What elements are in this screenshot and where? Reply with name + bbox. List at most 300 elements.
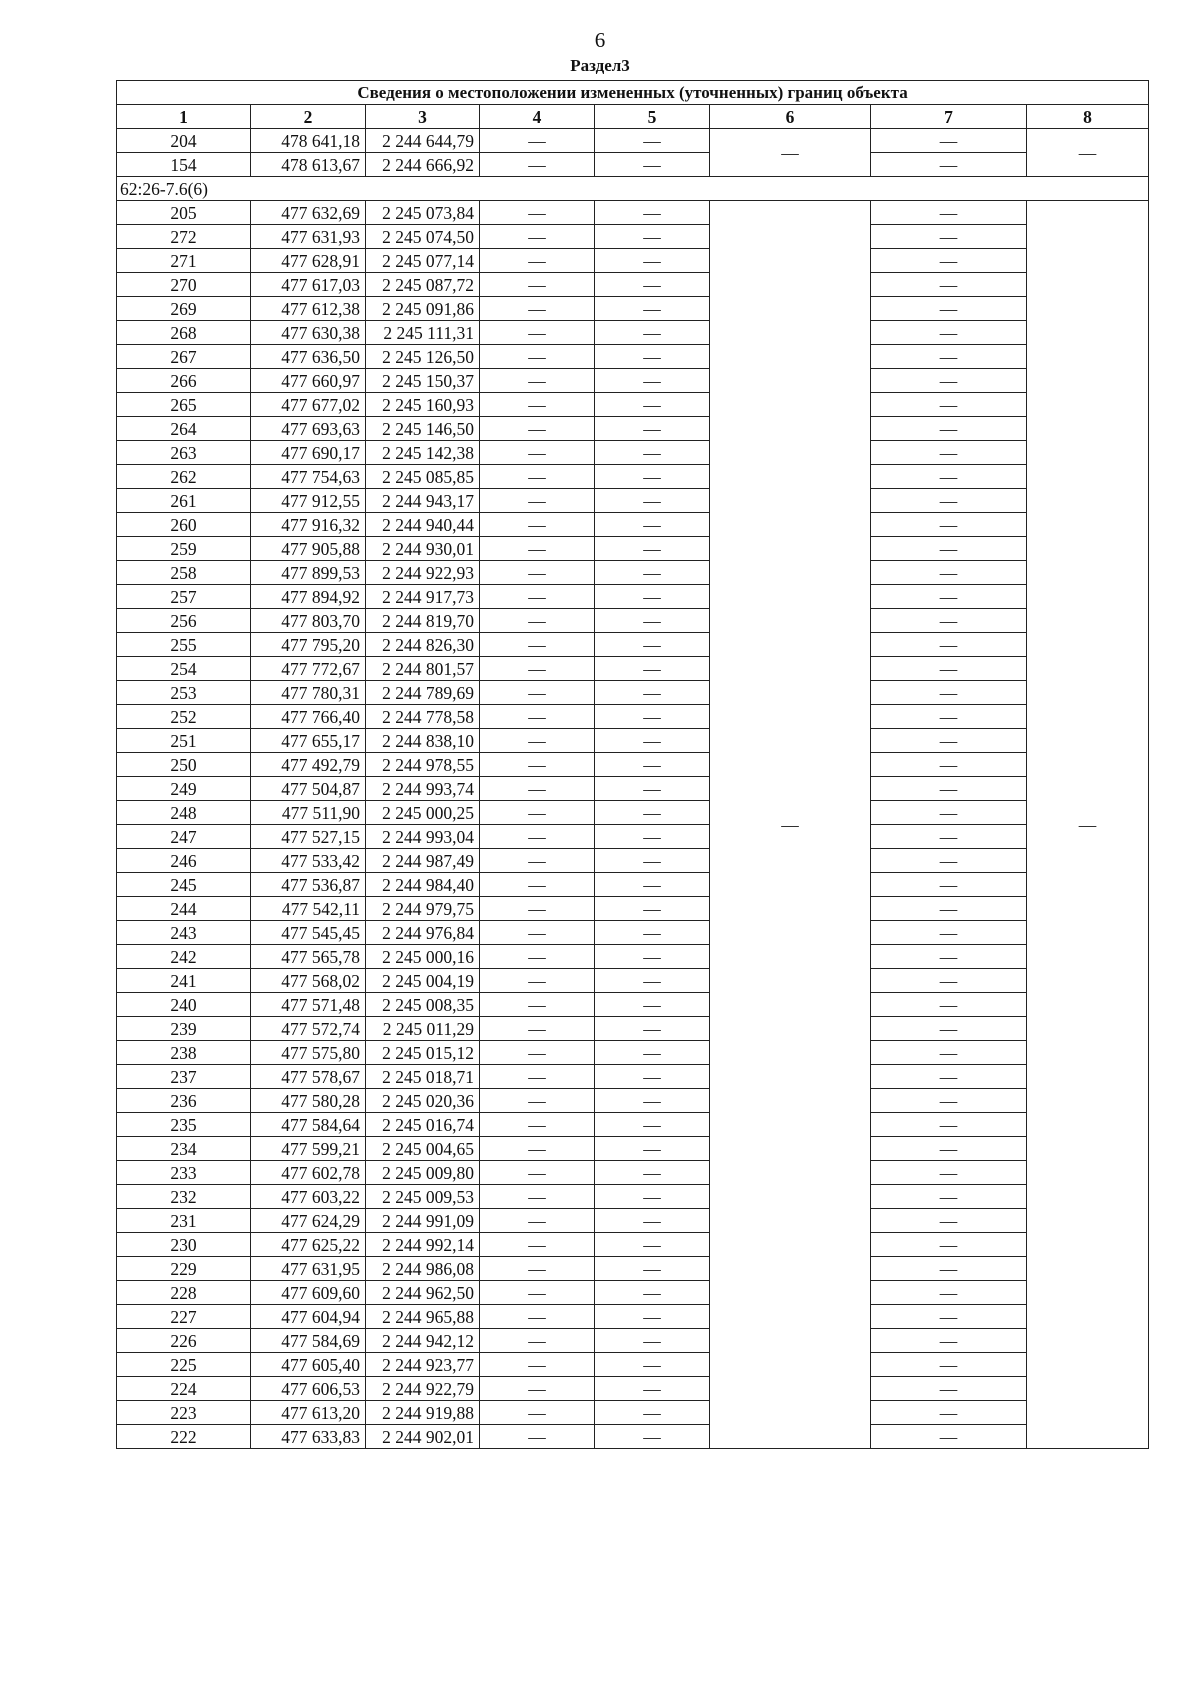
y-coordinate-cell: 2 245 000,16 xyxy=(366,945,480,969)
empty-value-dash: — xyxy=(480,201,595,225)
column-header: 4 xyxy=(480,105,595,129)
y-coordinate-cell: 2 244 940,44 xyxy=(366,513,480,537)
empty-value-dash: — xyxy=(480,897,595,921)
x-coordinate-cell: 477 628,91 xyxy=(251,249,366,273)
empty-value-dash: — xyxy=(595,1305,710,1329)
point-number-cell: 269 xyxy=(117,297,251,321)
y-coordinate-cell: 2 245 000,25 xyxy=(366,801,480,825)
empty-value-dash: — xyxy=(595,969,710,993)
point-number-cell: 244 xyxy=(117,897,251,921)
x-coordinate-cell: 477 565,78 xyxy=(251,945,366,969)
table-row xyxy=(117,1113,1149,1137)
empty-value-dash: — xyxy=(480,969,595,993)
empty-value-dash: — xyxy=(480,609,595,633)
column-header: 6 xyxy=(710,105,871,129)
point-number-cell: 268 xyxy=(117,321,251,345)
table-title-row xyxy=(117,81,1149,105)
column-header: 1 xyxy=(117,105,251,129)
empty-value-dash: — xyxy=(871,489,1027,513)
x-coordinate-cell: 477 612,38 xyxy=(251,297,366,321)
y-coordinate-cell: 2 245 008,35 xyxy=(366,993,480,1017)
x-coordinate-cell: 477 584,64 xyxy=(251,1113,366,1137)
empty-value-dash: — xyxy=(871,1161,1027,1185)
empty-value-dash: — xyxy=(480,1305,595,1329)
y-coordinate-cell: 2 245 009,53 xyxy=(366,1185,480,1209)
y-coordinate-cell: 2 245 111,31 xyxy=(366,321,480,345)
x-coordinate-cell: 477 602,78 xyxy=(251,1161,366,1185)
empty-value-dash: — xyxy=(871,1329,1027,1353)
point-number-cell: 254 xyxy=(117,657,251,681)
y-coordinate-cell: 2 245 150,37 xyxy=(366,369,480,393)
table-row xyxy=(117,681,1149,705)
empty-value-dash: — xyxy=(480,297,595,321)
empty-value-dash: — xyxy=(480,729,595,753)
x-coordinate-cell: 477 624,29 xyxy=(251,1209,366,1233)
point-number-cell: 262 xyxy=(117,465,251,489)
y-coordinate-cell: 2 245 085,85 xyxy=(366,465,480,489)
y-coordinate-cell: 2 245 126,50 xyxy=(366,345,480,369)
x-coordinate-cell: 477 803,70 xyxy=(251,609,366,633)
empty-value-dash: — xyxy=(595,945,710,969)
point-number-cell: 236 xyxy=(117,1089,251,1113)
empty-value-dash: — xyxy=(595,1137,710,1161)
table-row xyxy=(117,489,1149,513)
empty-value-dash: — xyxy=(595,609,710,633)
empty-value-dash: — xyxy=(871,153,1027,177)
point-number-cell: 241 xyxy=(117,969,251,993)
x-coordinate-cell: 477 631,93 xyxy=(251,225,366,249)
empty-value-dash: — xyxy=(480,1017,595,1041)
empty-value-dash: — xyxy=(871,513,1027,537)
empty-value-dash: — xyxy=(480,1161,595,1185)
table-row xyxy=(117,777,1149,801)
y-coordinate-cell: 2 244 838,10 xyxy=(366,729,480,753)
empty-value-dash: — xyxy=(480,1137,595,1161)
y-coordinate-cell: 2 244 993,74 xyxy=(366,777,480,801)
empty-value-dash: — xyxy=(871,1377,1027,1401)
empty-value-dash: — xyxy=(871,1137,1027,1161)
empty-value-dash: — xyxy=(480,369,595,393)
empty-value-dash: — xyxy=(480,993,595,1017)
x-coordinate-cell: 477 894,92 xyxy=(251,585,366,609)
x-coordinate-cell: 477 527,15 xyxy=(251,825,366,849)
empty-value-dash: — xyxy=(871,609,1027,633)
point-number-cell: 229 xyxy=(117,1257,251,1281)
y-coordinate-cell: 2 244 978,55 xyxy=(366,753,480,777)
table-row xyxy=(117,1137,1149,1161)
empty-value-dash: — xyxy=(595,561,710,585)
y-coordinate-cell: 2 244 819,70 xyxy=(366,609,480,633)
table-row xyxy=(117,945,1149,969)
table-row xyxy=(117,537,1149,561)
empty-value-dash: — xyxy=(595,225,710,249)
empty-value-dash: — xyxy=(595,825,710,849)
table-row xyxy=(117,1329,1149,1353)
point-number-cell: 224 xyxy=(117,1377,251,1401)
x-coordinate-cell: 477 905,88 xyxy=(251,537,366,561)
table-row xyxy=(117,633,1149,657)
empty-value-dash: — xyxy=(871,873,1027,897)
x-coordinate-cell: 477 780,31 xyxy=(251,681,366,705)
empty-value-dash: — xyxy=(871,1425,1027,1449)
empty-value-dash: — xyxy=(871,993,1027,1017)
empty-value-dash: — xyxy=(595,1233,710,1257)
x-coordinate-cell: 477 690,17 xyxy=(251,441,366,465)
x-coordinate-cell: 477 580,28 xyxy=(251,1089,366,1113)
empty-value-dash: — xyxy=(871,1233,1027,1257)
point-number-cell: 235 xyxy=(117,1113,251,1137)
empty-value-dash: — xyxy=(595,993,710,1017)
empty-value-dash: — xyxy=(871,345,1027,369)
empty-value-dash: — xyxy=(871,585,1027,609)
point-number-cell: 263 xyxy=(117,441,251,465)
empty-value-dash: — xyxy=(595,465,710,489)
empty-value-dash: — xyxy=(480,249,595,273)
empty-value-dash: — xyxy=(595,1161,710,1185)
empty-value-dash: — xyxy=(595,345,710,369)
empty-value-dash: — xyxy=(480,417,595,441)
empty-value-dash: — xyxy=(595,1017,710,1041)
table-row xyxy=(117,609,1149,633)
table-title: Сведения о местоположении измененных (уточненных) границ объекта xyxy=(117,81,1149,105)
empty-value-dash: — xyxy=(595,849,710,873)
point-number-cell: 232 xyxy=(117,1185,251,1209)
x-coordinate-cell: 477 693,63 xyxy=(251,417,366,441)
y-coordinate-cell: 2 244 979,75 xyxy=(366,897,480,921)
table-row xyxy=(117,321,1149,345)
parcel-subheader-row xyxy=(117,177,1149,201)
point-number-cell: 243 xyxy=(117,921,251,945)
table-row xyxy=(117,873,1149,897)
boundary-coordinates-table xyxy=(116,80,1149,1449)
point-number-cell: 247 xyxy=(117,825,251,849)
empty-value-dash: — xyxy=(595,129,710,153)
point-number-cell: 256 xyxy=(117,609,251,633)
y-coordinate-cell: 2 244 902,01 xyxy=(366,1425,480,1449)
point-number-cell: 249 xyxy=(117,777,251,801)
x-coordinate-cell: 477 899,53 xyxy=(251,561,366,585)
y-coordinate-cell: 2 244 984,40 xyxy=(366,873,480,897)
empty-value-dash: — xyxy=(595,201,710,225)
table-row xyxy=(117,969,1149,993)
x-coordinate-cell: 477 633,83 xyxy=(251,1425,366,1449)
x-coordinate-cell: 477 754,63 xyxy=(251,465,366,489)
point-number-cell: 223 xyxy=(117,1401,251,1425)
point-number-cell: 272 xyxy=(117,225,251,249)
x-coordinate-cell: 477 575,80 xyxy=(251,1041,366,1065)
x-coordinate-cell: 477 632,69 xyxy=(251,201,366,225)
point-number-cell: 204 xyxy=(117,129,251,153)
empty-value-dash: — xyxy=(595,729,710,753)
empty-value-dash: — xyxy=(871,225,1027,249)
y-coordinate-cell: 2 244 991,09 xyxy=(366,1209,480,1233)
empty-value-dash: — xyxy=(480,1089,595,1113)
empty-value-dash: — xyxy=(871,681,1027,705)
y-coordinate-cell: 2 244 666,92 xyxy=(366,153,480,177)
table-row xyxy=(117,153,1149,177)
column-header-row xyxy=(117,105,1149,129)
empty-value-dash: — xyxy=(595,681,710,705)
empty-value-dash: — xyxy=(595,489,710,513)
empty-value-dash: — xyxy=(871,1065,1027,1089)
empty-value-dash: — xyxy=(480,1209,595,1233)
empty-value-dash: — xyxy=(480,561,595,585)
empty-value-dash: — xyxy=(871,777,1027,801)
empty-value-dash: — xyxy=(871,849,1027,873)
y-coordinate-cell: 2 244 778,58 xyxy=(366,705,480,729)
empty-value-dash: — xyxy=(595,633,710,657)
x-coordinate-cell: 477 772,67 xyxy=(251,657,366,681)
table-row xyxy=(117,1257,1149,1281)
table-row xyxy=(117,1425,1149,1449)
y-coordinate-cell: 2 244 993,04 xyxy=(366,825,480,849)
empty-value-dash: — xyxy=(480,585,595,609)
empty-value-dash: — xyxy=(871,825,1027,849)
empty-value-dash: — xyxy=(595,153,710,177)
x-coordinate-cell: 477 605,40 xyxy=(251,1353,366,1377)
empty-value-dash: — xyxy=(480,441,595,465)
empty-value-dash: — xyxy=(595,705,710,729)
table-row xyxy=(117,657,1149,681)
empty-value-dash: — xyxy=(480,777,595,801)
empty-value-dash: — xyxy=(595,753,710,777)
empty-value-dash: — xyxy=(871,321,1027,345)
x-coordinate-cell: 477 533,42 xyxy=(251,849,366,873)
empty-value-dash: — xyxy=(871,129,1027,153)
y-coordinate-cell: 2 245 077,14 xyxy=(366,249,480,273)
empty-value-dash: — xyxy=(871,1353,1027,1377)
empty-value-dash: — xyxy=(480,921,595,945)
empty-value-dash: — xyxy=(871,417,1027,441)
x-coordinate-cell: 477 571,48 xyxy=(251,993,366,1017)
empty-value-dash: — xyxy=(595,1329,710,1353)
empty-value-dash: — xyxy=(595,273,710,297)
empty-value-dash: — xyxy=(595,537,710,561)
y-coordinate-cell: 2 244 987,49 xyxy=(366,849,480,873)
x-coordinate-cell: 477 660,97 xyxy=(251,369,366,393)
point-number-cell: 242 xyxy=(117,945,251,969)
empty-value-dash: — xyxy=(871,1113,1027,1137)
x-coordinate-cell: 477 625,22 xyxy=(251,1233,366,1257)
y-coordinate-cell: 2 244 930,01 xyxy=(366,537,480,561)
table-row xyxy=(117,753,1149,777)
empty-value-dash: — xyxy=(595,1353,710,1377)
point-number-cell: 225 xyxy=(117,1353,251,1377)
empty-value-dash: — xyxy=(480,681,595,705)
empty-value-dash: — xyxy=(480,153,595,177)
empty-value-dash: — xyxy=(480,1401,595,1425)
empty-value-dash: — xyxy=(871,249,1027,273)
empty-value-dash: — xyxy=(480,753,595,777)
parcel-number-label: 62:26-7.6(6) xyxy=(117,177,1149,201)
point-number-cell: 252 xyxy=(117,705,251,729)
empty-value-dash: — xyxy=(871,1281,1027,1305)
x-coordinate-cell: 477 617,03 xyxy=(251,273,366,297)
y-coordinate-cell: 2 245 016,74 xyxy=(366,1113,480,1137)
x-coordinate-cell: 477 536,87 xyxy=(251,873,366,897)
empty-value-dash: — xyxy=(1027,201,1149,1449)
x-coordinate-cell: 477 655,17 xyxy=(251,729,366,753)
point-number-cell: 259 xyxy=(117,537,251,561)
empty-value-dash: — xyxy=(480,465,595,489)
x-coordinate-cell: 477 609,60 xyxy=(251,1281,366,1305)
empty-value-dash: — xyxy=(871,537,1027,561)
empty-value-dash: — xyxy=(871,1089,1027,1113)
table-row xyxy=(117,1353,1149,1377)
point-number-cell: 231 xyxy=(117,1209,251,1233)
x-coordinate-cell: 477 511,90 xyxy=(251,801,366,825)
point-number-cell: 238 xyxy=(117,1041,251,1065)
point-number-cell: 245 xyxy=(117,873,251,897)
table-row xyxy=(117,417,1149,441)
empty-value-dash: — xyxy=(595,513,710,537)
x-coordinate-cell: 477 542,11 xyxy=(251,897,366,921)
empty-value-dash: — xyxy=(480,321,595,345)
x-coordinate-cell: 478 641,18 xyxy=(251,129,366,153)
empty-value-dash: — xyxy=(595,1209,710,1233)
table-row xyxy=(117,513,1149,537)
x-coordinate-cell: 477 912,55 xyxy=(251,489,366,513)
table-row xyxy=(117,897,1149,921)
empty-value-dash: — xyxy=(480,537,595,561)
empty-value-dash: — xyxy=(710,129,871,177)
y-coordinate-cell: 2 245 091,86 xyxy=(366,297,480,321)
point-number-cell: 253 xyxy=(117,681,251,705)
section-title: Раздел3 xyxy=(570,56,630,75)
empty-value-dash: — xyxy=(595,585,710,609)
x-coordinate-cell: 477 677,02 xyxy=(251,393,366,417)
point-number-cell: 265 xyxy=(117,393,251,417)
empty-value-dash: — xyxy=(595,897,710,921)
empty-value-dash: — xyxy=(595,1425,710,1449)
empty-value-dash: — xyxy=(480,873,595,897)
y-coordinate-cell: 2 244 976,84 xyxy=(366,921,480,945)
table-row xyxy=(117,1017,1149,1041)
point-number-cell: 226 xyxy=(117,1329,251,1353)
table-row xyxy=(117,1305,1149,1329)
empty-value-dash: — xyxy=(595,1113,710,1137)
point-number-cell: 233 xyxy=(117,1161,251,1185)
y-coordinate-cell: 2 244 801,57 xyxy=(366,657,480,681)
x-coordinate-cell: 477 631,95 xyxy=(251,1257,366,1281)
table-row xyxy=(117,1065,1149,1089)
empty-value-dash: — xyxy=(871,1257,1027,1281)
empty-value-dash: — xyxy=(871,1185,1027,1209)
empty-value-dash: — xyxy=(480,1281,595,1305)
empty-value-dash: — xyxy=(871,657,1027,681)
empty-value-dash: — xyxy=(595,1089,710,1113)
empty-value-dash: — xyxy=(871,897,1027,921)
point-number-cell: 258 xyxy=(117,561,251,585)
empty-value-dash: — xyxy=(871,273,1027,297)
point-number-cell: 270 xyxy=(117,273,251,297)
y-coordinate-cell: 2 244 922,79 xyxy=(366,1377,480,1401)
y-coordinate-cell: 2 244 942,12 xyxy=(366,1329,480,1353)
x-coordinate-cell: 477 604,94 xyxy=(251,1305,366,1329)
y-coordinate-cell: 2 245 087,72 xyxy=(366,273,480,297)
empty-value-dash: — xyxy=(871,945,1027,969)
empty-value-dash: — xyxy=(595,441,710,465)
table-row xyxy=(117,1209,1149,1233)
x-coordinate-cell: 477 613,20 xyxy=(251,1401,366,1425)
y-coordinate-cell: 2 245 146,50 xyxy=(366,417,480,441)
table-row xyxy=(117,465,1149,489)
empty-value-dash: — xyxy=(480,1185,595,1209)
x-coordinate-cell: 477 578,67 xyxy=(251,1065,366,1089)
empty-value-dash: — xyxy=(871,1209,1027,1233)
empty-value-dash: — xyxy=(871,705,1027,729)
table-row xyxy=(117,441,1149,465)
table-row xyxy=(117,849,1149,873)
empty-value-dash: — xyxy=(480,1425,595,1449)
empty-value-dash: — xyxy=(710,201,871,1449)
y-coordinate-cell: 2 244 789,69 xyxy=(366,681,480,705)
empty-value-dash: — xyxy=(480,1065,595,1089)
empty-value-dash: — xyxy=(595,657,710,681)
x-coordinate-cell: 477 603,22 xyxy=(251,1185,366,1209)
table-row xyxy=(117,825,1149,849)
empty-value-dash: — xyxy=(480,273,595,297)
page-number: 6 xyxy=(594,28,606,52)
table-row xyxy=(117,345,1149,369)
empty-value-dash: — xyxy=(871,729,1027,753)
table-row xyxy=(117,1161,1149,1185)
y-coordinate-cell: 2 244 644,79 xyxy=(366,129,480,153)
empty-value-dash: — xyxy=(480,633,595,657)
empty-value-dash: — xyxy=(595,321,710,345)
x-coordinate-cell: 477 636,50 xyxy=(251,345,366,369)
y-coordinate-cell: 2 244 962,50 xyxy=(366,1281,480,1305)
empty-value-dash: — xyxy=(480,801,595,825)
point-number-cell: 267 xyxy=(117,345,251,369)
table-row xyxy=(117,225,1149,249)
empty-value-dash: — xyxy=(595,921,710,945)
empty-value-dash: — xyxy=(595,1185,710,1209)
empty-value-dash: — xyxy=(595,369,710,393)
empty-value-dash: — xyxy=(871,441,1027,465)
table-row xyxy=(117,993,1149,1017)
x-coordinate-cell: 477 766,40 xyxy=(251,705,366,729)
empty-value-dash: — xyxy=(480,945,595,969)
y-coordinate-cell: 2 245 004,65 xyxy=(366,1137,480,1161)
empty-value-dash: — xyxy=(480,345,595,369)
y-coordinate-cell: 2 244 986,08 xyxy=(366,1257,480,1281)
y-coordinate-cell: 2 244 826,30 xyxy=(366,633,480,657)
point-number-cell: 239 xyxy=(117,1017,251,1041)
empty-value-dash: — xyxy=(480,393,595,417)
empty-value-dash: — xyxy=(871,801,1027,825)
table-row xyxy=(117,1233,1149,1257)
x-coordinate-cell: 477 492,79 xyxy=(251,753,366,777)
table-row xyxy=(117,705,1149,729)
empty-value-dash: — xyxy=(871,1401,1027,1425)
x-coordinate-cell: 478 613,67 xyxy=(251,153,366,177)
table-row xyxy=(117,393,1149,417)
empty-value-dash: — xyxy=(480,1257,595,1281)
empty-value-dash: — xyxy=(480,849,595,873)
y-coordinate-cell: 2 245 073,84 xyxy=(366,201,480,225)
empty-value-dash: — xyxy=(595,297,710,321)
column-header: 2 xyxy=(251,105,366,129)
point-number-cell: 246 xyxy=(117,849,251,873)
table-row xyxy=(117,273,1149,297)
point-number-cell: 237 xyxy=(117,1065,251,1089)
empty-value-dash: — xyxy=(871,969,1027,993)
y-coordinate-cell: 2 244 919,88 xyxy=(366,1401,480,1425)
y-coordinate-cell: 2 245 074,50 xyxy=(366,225,480,249)
empty-value-dash: — xyxy=(480,825,595,849)
empty-value-dash: — xyxy=(595,1377,710,1401)
